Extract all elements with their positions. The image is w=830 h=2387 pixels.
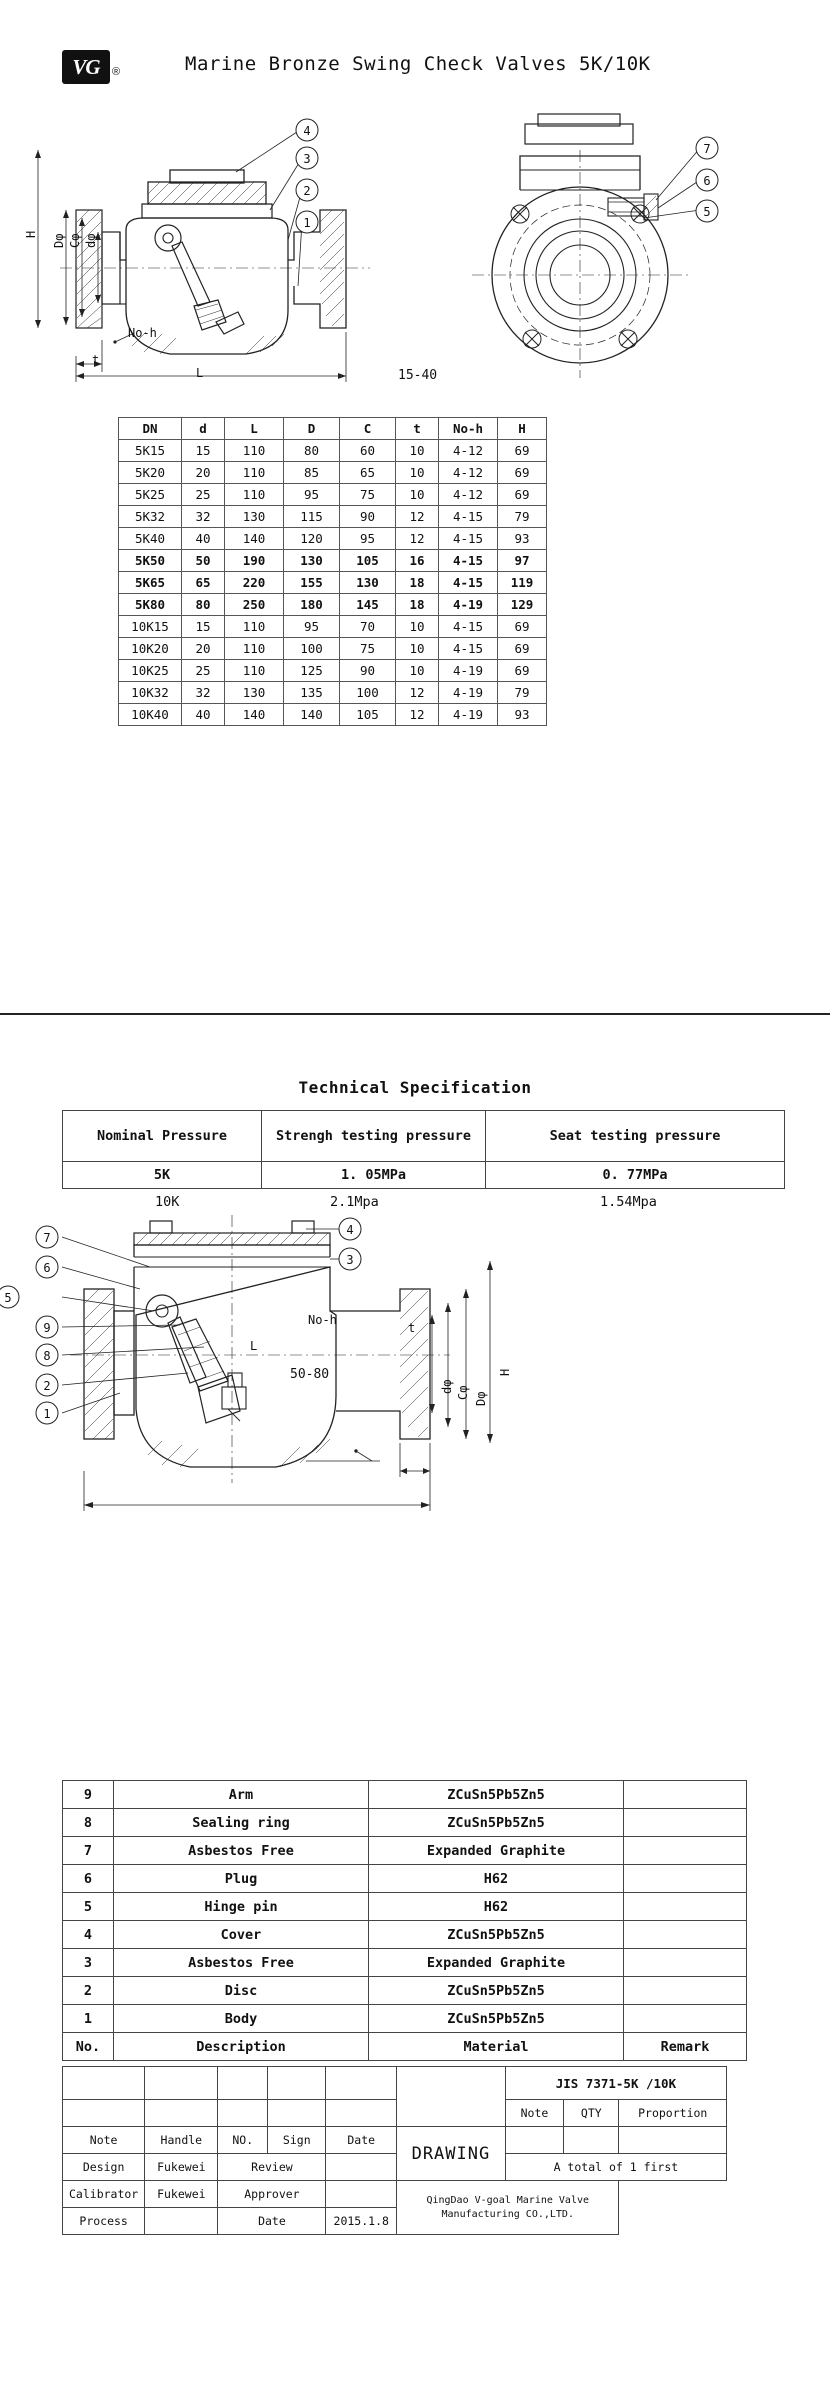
parts-row xyxy=(63,1781,747,1809)
cell: 10 xyxy=(396,484,439,506)
cell: 140 xyxy=(225,704,284,726)
cell: 5K40 xyxy=(119,528,182,550)
table-row xyxy=(119,594,547,616)
part-description: Disc xyxy=(114,1977,369,2005)
row-name-process xyxy=(145,2208,218,2235)
cell: 5K65 xyxy=(119,572,182,594)
col-handle: Handle xyxy=(145,2127,218,2154)
cell: 145 xyxy=(340,594,396,616)
col-noh: No-h xyxy=(439,418,498,440)
dimension-table xyxy=(118,417,547,726)
cell: 95 xyxy=(284,484,340,506)
spec-col-seat-test: Seat testing pressure xyxy=(486,1111,785,1162)
svg-text:6: 6 xyxy=(703,174,711,188)
svg-text:2: 2 xyxy=(303,184,311,198)
cell: 10K15 xyxy=(119,616,182,638)
tb-blank xyxy=(63,2100,145,2127)
cell: 10 xyxy=(396,616,439,638)
row-role-date: Date xyxy=(218,2208,326,2235)
cell: 90 xyxy=(340,506,396,528)
standard-code: JIS 7371-5K /10K xyxy=(505,2067,726,2100)
table-row xyxy=(119,506,547,528)
cell: 250 xyxy=(225,594,284,616)
part-remark xyxy=(624,1837,747,1865)
col-d: d xyxy=(182,418,225,440)
parts-col-material: Material xyxy=(369,2033,624,2061)
part-no: 9 xyxy=(63,1781,114,1809)
part-material: ZCuSn5Pb5Zn5 xyxy=(369,2005,624,2033)
part-material: ZCuSn5Pb5Zn5 xyxy=(369,1977,624,2005)
cell: 95 xyxy=(340,528,396,550)
cell: 100 xyxy=(340,682,396,704)
tb-blank xyxy=(218,2067,268,2100)
dim-label-C-bottom: Cφ xyxy=(456,1385,470,1400)
row-date-design xyxy=(326,2154,397,2181)
svg-text:1: 1 xyxy=(303,216,311,230)
svg-text:3: 3 xyxy=(346,1253,354,1267)
cell: 129 xyxy=(498,594,547,616)
drawing-caption-bottom: 50-80 xyxy=(290,1367,330,1382)
cell: 4-12 xyxy=(439,440,498,462)
parts-header-row xyxy=(63,2033,747,2061)
cell: 4-15 xyxy=(439,572,498,594)
cell: 95 xyxy=(284,616,340,638)
cell: 79 xyxy=(498,682,547,704)
row-name-calibrator: Fukewei xyxy=(145,2181,218,2208)
cell: 97 xyxy=(498,550,547,572)
callout-2 xyxy=(292,175,322,205)
cell: 180 xyxy=(284,594,340,616)
cell: 69 xyxy=(498,484,547,506)
cell: 110 xyxy=(225,660,284,682)
cell: 220 xyxy=(225,572,284,594)
parts-col-no: No. xyxy=(63,2033,114,2061)
tb-blank xyxy=(145,2100,218,2127)
part-material: H62 xyxy=(369,1893,624,1921)
cell: 10K32 xyxy=(119,682,182,704)
cell: 80 xyxy=(182,594,225,616)
parts-row xyxy=(63,1893,747,1921)
spec-value-10k-strength: 2.1Mpa xyxy=(330,1194,379,1210)
part-no: 3 xyxy=(63,1949,114,1977)
part-description: Asbestos Free xyxy=(114,1837,369,1865)
tb-blank xyxy=(268,2067,326,2100)
part-remark xyxy=(624,1949,747,1977)
callout-9 xyxy=(33,1313,61,1341)
table-row xyxy=(119,572,547,594)
svg-text:1: 1 xyxy=(43,1407,51,1421)
company-line-2: Manufacturing CO.,LTD. xyxy=(441,2208,574,2220)
right-col-proportion: Proportion xyxy=(619,2100,727,2127)
callout-8 xyxy=(33,1341,61,1369)
table-row xyxy=(119,704,547,726)
table-row xyxy=(119,484,547,506)
cell: 120 xyxy=(284,528,340,550)
parts-col-description: Description xyxy=(114,2033,369,2061)
callout-4 xyxy=(336,1215,364,1243)
cell: 75 xyxy=(340,484,396,506)
col-t: t xyxy=(396,418,439,440)
cell: 4-15 xyxy=(439,550,498,572)
row-date-calibrator xyxy=(326,2181,397,2208)
cell: 4-12 xyxy=(439,484,498,506)
cell: 110 xyxy=(225,462,284,484)
dim-label-D-bottom: Dφ xyxy=(474,1391,488,1406)
valve-drawing-50-80 xyxy=(0,1215,790,1545)
callout-7 xyxy=(33,1223,61,1251)
cell: 69 xyxy=(498,660,547,682)
cell: 69 xyxy=(498,440,547,462)
cell: 40 xyxy=(182,528,225,550)
table-row xyxy=(119,616,547,638)
cell: 60 xyxy=(340,440,396,462)
tb-blank xyxy=(63,2067,145,2100)
col-D: D xyxy=(284,418,340,440)
part-description: Asbestos Free xyxy=(114,1949,369,1977)
callout-5 xyxy=(692,196,722,226)
cell: 85 xyxy=(284,462,340,484)
drawing-label: DRAWING xyxy=(397,2127,506,2181)
spec-value-10k: 10K xyxy=(155,1194,180,1210)
cell: 65 xyxy=(340,462,396,484)
cell: 10K40 xyxy=(119,704,182,726)
cell: 5K32 xyxy=(119,506,182,528)
cell: 10 xyxy=(396,660,439,682)
svg-text:4: 4 xyxy=(346,1223,354,1237)
col-C: C xyxy=(340,418,396,440)
registered-icon: ® xyxy=(112,66,121,78)
cell: 130 xyxy=(284,550,340,572)
drawing-caption-top: 15-40 xyxy=(398,368,438,383)
cell: 18 xyxy=(396,594,439,616)
svg-text:8: 8 xyxy=(43,1349,51,1363)
cell: 32 xyxy=(182,682,225,704)
dim-label-C: Cφ xyxy=(68,233,82,248)
cell: 105 xyxy=(340,704,396,726)
cell: 130 xyxy=(340,572,396,594)
cell: 75 xyxy=(340,638,396,660)
part-no: 2 xyxy=(63,1977,114,2005)
svg-text:2: 2 xyxy=(43,1379,51,1393)
cell: 4-15 xyxy=(439,528,498,550)
spec-title: Technical Specification xyxy=(298,1078,532,1097)
cell: 10K20 xyxy=(119,638,182,660)
spec-value-5k-seat: 0. 77MPa xyxy=(486,1162,785,1189)
cell: 119 xyxy=(498,572,547,594)
cell: 70 xyxy=(340,616,396,638)
cell: 15 xyxy=(182,440,225,462)
cell: 4-19 xyxy=(439,704,498,726)
cell: 110 xyxy=(225,616,284,638)
parts-row xyxy=(63,1977,747,2005)
svg-text:5: 5 xyxy=(703,205,711,219)
callout-3 xyxy=(336,1245,364,1273)
row-role-approver: Approver xyxy=(218,2181,326,2208)
table-row xyxy=(119,462,547,484)
part-remark xyxy=(624,1921,747,1949)
spec-table xyxy=(62,1110,785,1189)
part-no: 8 xyxy=(63,1809,114,1837)
part-remark xyxy=(624,2005,747,2033)
parts-row xyxy=(63,1809,747,1837)
part-remark xyxy=(624,1809,747,1837)
cell: 10 xyxy=(396,462,439,484)
cell: 140 xyxy=(284,704,340,726)
part-no: 4 xyxy=(63,1921,114,1949)
tb-blank xyxy=(619,2127,727,2154)
callout-6 xyxy=(692,165,722,195)
part-material: ZCuSn5Pb5Zn5 xyxy=(369,1921,624,1949)
part-material: ZCuSn5Pb5Zn5 xyxy=(369,1781,624,1809)
cell: 10K25 xyxy=(119,660,182,682)
cell: 5K15 xyxy=(119,440,182,462)
tb-blank xyxy=(564,2127,619,2154)
cell: 130 xyxy=(225,506,284,528)
spec-row-5k xyxy=(63,1162,785,1189)
company-name xyxy=(397,2181,619,2235)
company-line-1: QingDao V-goal Marine Valve xyxy=(426,2194,590,2206)
row-role-review: Review xyxy=(218,2154,326,2181)
part-remark xyxy=(624,1781,747,1809)
cell: 32 xyxy=(182,506,225,528)
table-row xyxy=(119,550,547,572)
cell: 12 xyxy=(396,506,439,528)
cell: 10 xyxy=(396,440,439,462)
callout-6 xyxy=(33,1253,61,1281)
cell: 12 xyxy=(396,704,439,726)
part-material: ZCuSn5Pb5Zn5 xyxy=(369,1809,624,1837)
cell: 105 xyxy=(340,550,396,572)
callout-5 xyxy=(0,1283,22,1311)
cell: 110 xyxy=(225,484,284,506)
col-dn: DN xyxy=(119,418,182,440)
col-date: Date xyxy=(326,2127,397,2154)
spec-value-5k: 5K xyxy=(63,1162,262,1189)
cell: 140 xyxy=(225,528,284,550)
spec-col-strength-test: Strengh testing pressure xyxy=(262,1111,486,1162)
col-note: Note xyxy=(63,2127,145,2154)
spec-value-10k-seat: 1.54Mpa xyxy=(600,1194,657,1210)
cell: 4-15 xyxy=(439,506,498,528)
cell: 20 xyxy=(182,462,225,484)
cell: 80 xyxy=(284,440,340,462)
callout-2 xyxy=(33,1371,61,1399)
table-row xyxy=(119,638,547,660)
part-no: 7 xyxy=(63,1837,114,1865)
cell: 135 xyxy=(284,682,340,704)
cell: 40 xyxy=(182,704,225,726)
company-logo xyxy=(62,50,128,84)
dim-label-t-bottom: t xyxy=(408,1321,416,1335)
part-no: 5 xyxy=(63,1893,114,1921)
callout-3 xyxy=(292,143,322,173)
part-description: Plug xyxy=(114,1865,369,1893)
cell: 15 xyxy=(182,616,225,638)
svg-text:7: 7 xyxy=(703,142,711,156)
parts-row xyxy=(63,1949,747,1977)
parts-row xyxy=(63,1921,747,1949)
tb-blank xyxy=(505,2127,563,2154)
svg-text:7: 7 xyxy=(43,1231,51,1245)
cell: 4-19 xyxy=(439,660,498,682)
svg-text:3: 3 xyxy=(303,152,311,166)
part-description: Body xyxy=(114,2005,369,2033)
cell: 69 xyxy=(498,638,547,660)
tb-blank xyxy=(326,2100,397,2127)
tb-blank xyxy=(218,2100,268,2127)
part-description: Sealing ring xyxy=(114,1809,369,1837)
cell: 110 xyxy=(225,638,284,660)
parts-row xyxy=(63,2005,747,2033)
cell: 5K50 xyxy=(119,550,182,572)
dim-label-d-bottom: dφ xyxy=(440,1379,454,1394)
cell: 79 xyxy=(498,506,547,528)
cell: 4-15 xyxy=(439,616,498,638)
parts-col-remark: Remark xyxy=(624,2033,747,2061)
cell: 90 xyxy=(340,660,396,682)
cell: 190 xyxy=(225,550,284,572)
part-no: 1 xyxy=(63,2005,114,2033)
callout-7 xyxy=(692,133,722,163)
part-description: Arm xyxy=(114,1781,369,1809)
col-sign: Sign xyxy=(268,2127,326,2154)
tb-blank xyxy=(268,2100,326,2127)
total-count: A total of 1 first xyxy=(505,2154,726,2181)
part-material: Expanded Graphite xyxy=(369,1837,624,1865)
part-remark xyxy=(624,1893,747,1921)
spec-header-row xyxy=(63,1111,785,1162)
row-label-design: Design xyxy=(63,2154,145,2181)
cell: 18 xyxy=(396,572,439,594)
spec-col-nominal-pressure: Nominal Pressure xyxy=(63,1111,262,1162)
tb-drawing-blank xyxy=(397,2067,506,2127)
cell: 4-19 xyxy=(439,594,498,616)
row-name-design: Fukewei xyxy=(145,2154,218,2181)
valve-drawing-15-40 xyxy=(20,110,810,400)
part-remark xyxy=(624,1865,747,1893)
table-row xyxy=(119,528,547,550)
table-row xyxy=(119,682,547,704)
row-label-calibrator: Calibrator xyxy=(63,2181,145,2208)
row-label-process: Process xyxy=(63,2208,145,2235)
right-col-note: Note xyxy=(505,2100,563,2127)
cell: 4-12 xyxy=(439,462,498,484)
col-l: L xyxy=(225,418,284,440)
cell: 4-15 xyxy=(439,638,498,660)
callout-4 xyxy=(292,115,322,145)
cell: 10 xyxy=(396,638,439,660)
cell: 93 xyxy=(498,704,547,726)
cell: 100 xyxy=(284,638,340,660)
table-header-row xyxy=(119,418,547,440)
part-material: Expanded Graphite xyxy=(369,1949,624,1977)
cell: 65 xyxy=(182,572,225,594)
section-divider xyxy=(0,1013,830,1015)
cell: 12 xyxy=(396,682,439,704)
parts-table xyxy=(62,1780,747,2061)
table-row xyxy=(119,660,547,682)
row-date-process: 2015.1.8 xyxy=(326,2208,397,2235)
page-header xyxy=(0,28,830,88)
table-row xyxy=(119,440,547,462)
cell: 25 xyxy=(182,660,225,682)
title-block xyxy=(62,2066,727,2346)
part-no: 6 xyxy=(63,1865,114,1893)
cell: 5K25 xyxy=(119,484,182,506)
logo-text: VG xyxy=(72,55,100,79)
dim-label-t: t xyxy=(92,353,100,367)
parts-row xyxy=(63,1837,747,1865)
cell: 115 xyxy=(284,506,340,528)
page-title: Marine Bronze Swing Check Valves 5K/10K xyxy=(185,53,651,75)
cell: 125 xyxy=(284,660,340,682)
callout-1 xyxy=(292,207,322,237)
col-no: NO. xyxy=(218,2127,268,2154)
dim-label-noh-bottom: No-h xyxy=(308,1313,337,1327)
svg-text:6: 6 xyxy=(43,1261,51,1275)
cell: 20 xyxy=(182,638,225,660)
dim-label-noh-visible: No-h xyxy=(128,326,157,340)
dim-label-L-bottom: L xyxy=(250,1339,258,1353)
cell: 110 xyxy=(225,440,284,462)
cell: 50 xyxy=(182,550,225,572)
spec-value-5k-strength: 1. 05MPa xyxy=(262,1162,486,1189)
cell: 4-19 xyxy=(439,682,498,704)
parts-row xyxy=(63,1865,747,1893)
cell: 69 xyxy=(498,462,547,484)
svg-text:9: 9 xyxy=(43,1321,51,1335)
svg-text:4: 4 xyxy=(303,124,311,138)
dim-label-H: H xyxy=(24,230,38,238)
cell: 69 xyxy=(498,616,547,638)
part-material: H62 xyxy=(369,1865,624,1893)
part-description: Cover xyxy=(114,1921,369,1949)
svg-text:5: 5 xyxy=(4,1291,12,1305)
dim-label-d: dφ xyxy=(84,233,98,248)
cell: 130 xyxy=(225,682,284,704)
cell: 12 xyxy=(396,528,439,550)
dim-label-D: Dφ xyxy=(52,233,66,248)
part-remark xyxy=(624,1977,747,2005)
cell: 5K20 xyxy=(119,462,182,484)
right-col-qty: QTY xyxy=(564,2100,619,2127)
cell: 155 xyxy=(284,572,340,594)
part-description: Hinge pin xyxy=(114,1893,369,1921)
cell: 25 xyxy=(182,484,225,506)
callout-1 xyxy=(33,1399,61,1427)
col-H: H xyxy=(498,418,547,440)
tb-blank xyxy=(326,2067,397,2100)
dim-label-L: L xyxy=(196,366,204,380)
dim-label-H-bottom: H xyxy=(498,1368,512,1376)
cell: 93 xyxy=(498,528,547,550)
cell: 5K80 xyxy=(119,594,182,616)
cell: 16 xyxy=(396,550,439,572)
tb-blank xyxy=(145,2067,218,2100)
